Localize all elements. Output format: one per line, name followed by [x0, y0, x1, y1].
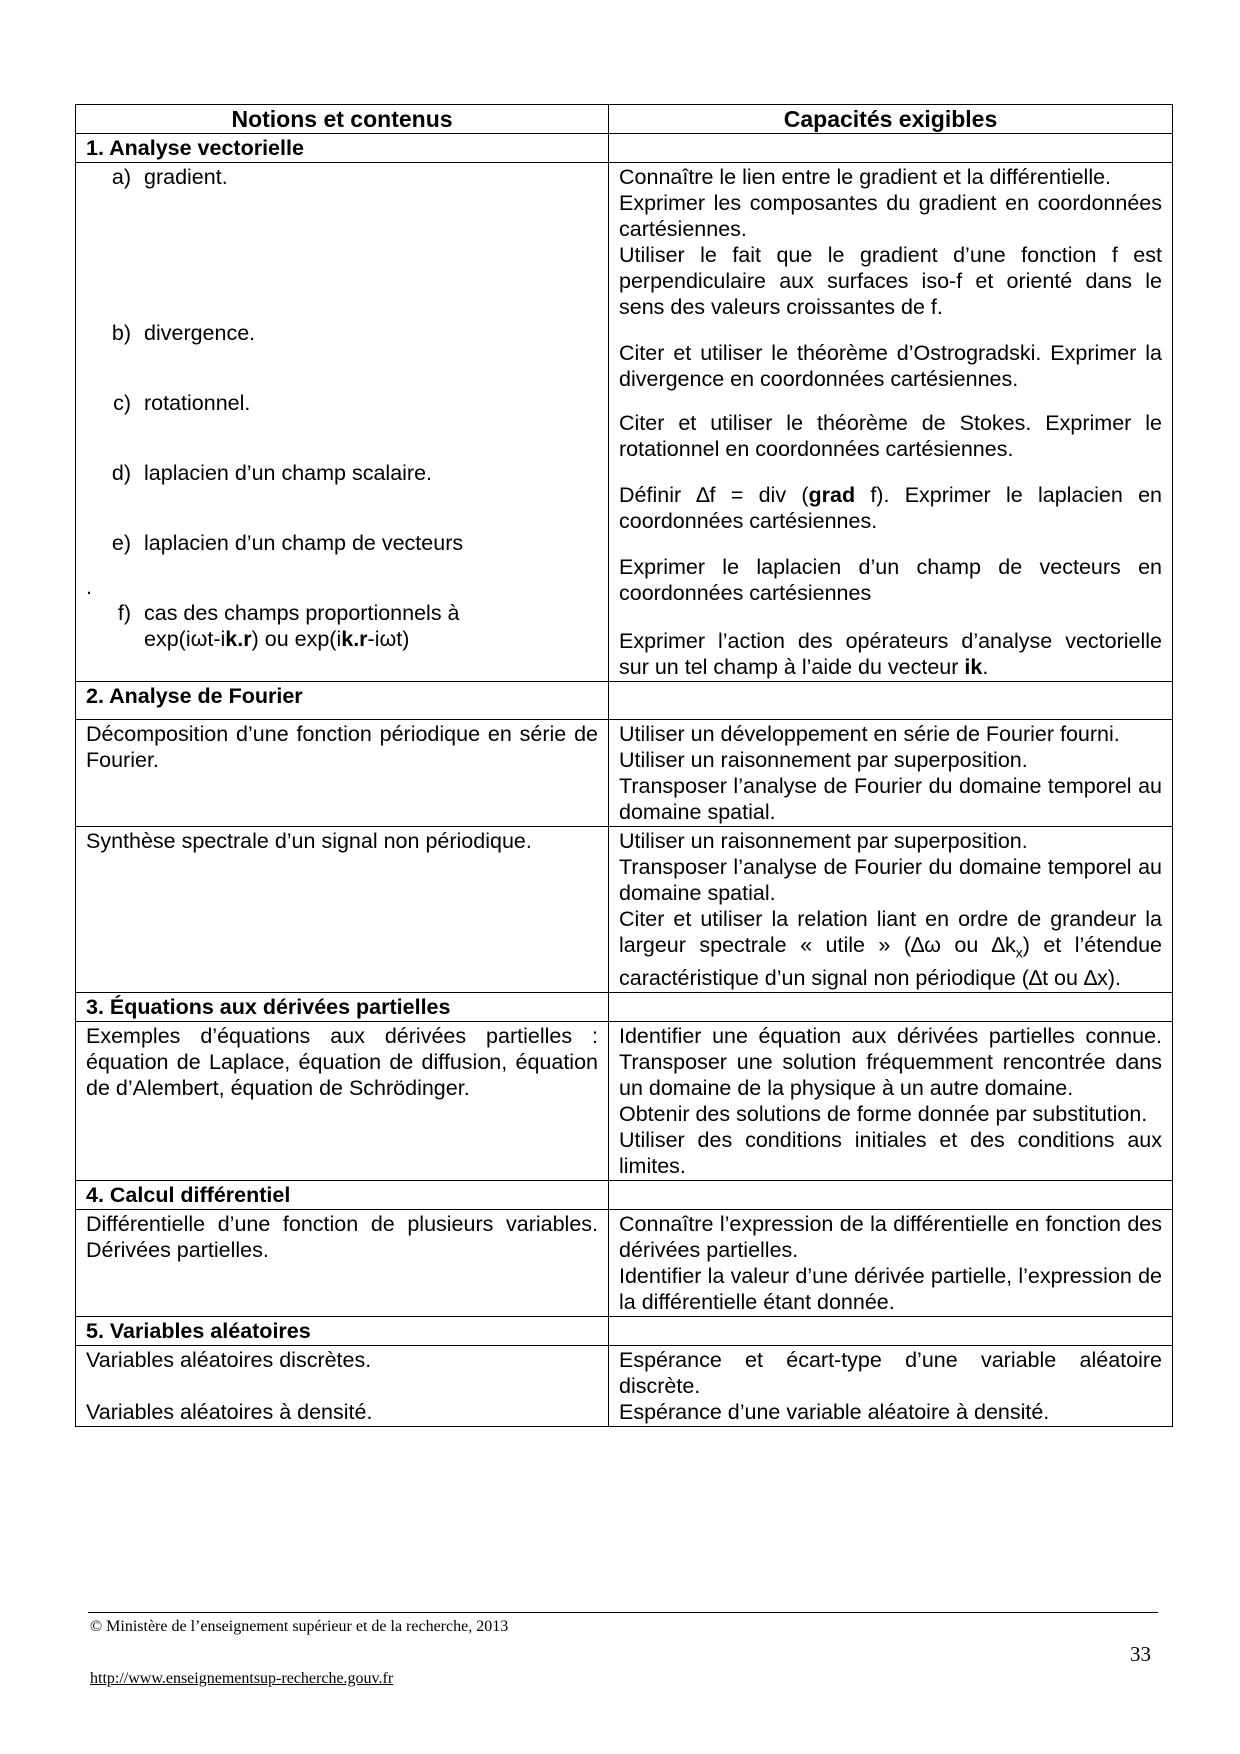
notions-cell — [76, 1346, 609, 1427]
header-notions: Notions et contenus — [76, 105, 609, 134]
list-item — [86, 164, 598, 190]
capacite-text: Citer et utiliser la relation liant en ordre de grandeur la largeur spectrale « utile » (∆ω ou $\Delta k_x$) et l’étendue caractéristique d’un signal non périodique (∆t ou ∆x). — [619, 907, 1162, 991]
section-row — [76, 993, 1173, 1022]
capacite-text: Espérance d’une variable aléatoire à densité. — [619, 1400, 1050, 1425]
section-row — [76, 1181, 1173, 1210]
list-item — [86, 530, 598, 556]
item-label: c) — [113, 391, 131, 415]
table-header-row — [76, 105, 1173, 134]
capacite-text: Transposer l’analyse de Fourier du domaine temporel au domaine spatial. — [619, 855, 1162, 905]
table-row — [76, 1346, 1173, 1427]
item-label: a) — [111, 165, 131, 189]
capacite-text: Citer et utiliser le théorème de Stokes. Exprimer le rotationnel en coordonnées cartésiennes. — [619, 411, 1162, 461]
section-row — [76, 134, 1173, 163]
notions-cell: Différentielle d’une fonction de plusieurs variables. Dérivées partielles. — [76, 1210, 609, 1317]
capacite-text: Utiliser un raisonnement par superposition. — [619, 829, 1028, 853]
section-title-equations: 3. Équations aux dérivées partielles — [76, 993, 609, 1022]
section-row — [76, 1317, 1173, 1346]
capacites-cell — [609, 1022, 1173, 1181]
table-row — [76, 1022, 1173, 1181]
header-capacites: Capacités exigibles — [609, 105, 1173, 134]
item-notion: laplacien d’un champ de vecteurs — [144, 531, 464, 555]
capacite-text: Identifier une équation aux dérivées partielles connue. Transposer une solution fréquemment rencontrée dans un domaine de la physique à un autre domaine. — [619, 1024, 1162, 1101]
empty-cell — [609, 134, 1173, 163]
empty-cell — [609, 1181, 1173, 1210]
table-row — [76, 720, 1173, 827]
empty-cell — [609, 1317, 1173, 1346]
table-row — [76, 163, 1173, 682]
capacite-text: Utiliser des conditions initiales et des conditions aux limites. — [619, 1128, 1162, 1179]
capacite-text: Exprimer l’action des opérateurs d’analyse vectorielle sur un tel champ à l’aide du vecteur ik. — [619, 629, 1162, 679]
item-notion: gradient. — [144, 165, 228, 189]
footer-copyright: © Ministère de l’enseignement supérieur et de la recherche, 2013 — [90, 1618, 509, 1635]
notion-text: Variables aléatoires à densité. — [86, 1400, 373, 1425]
list-item — [86, 320, 598, 346]
capacite-text: Exprimer le laplacien d’un champ de vecteurs en coordonnées cartésiennes — [619, 555, 1162, 605]
item-label: f) — [117, 601, 131, 625]
capacite-text: Utiliser un raisonnement par superposition. — [619, 748, 1028, 772]
capacite-text: Utiliser le fait que le gradient d’une fonction f est perpendiculaire aux surfaces iso-f et orienté dans le sens des valeurs croissantes de f. — [619, 243, 1162, 319]
capacite-text: Connaître l’expression de la différentielle en fonction des dérivées partielles. — [619, 1212, 1162, 1263]
item-notion: rotationnel. — [144, 391, 251, 415]
list-item — [86, 390, 598, 416]
notion-text: Variables aléatoires discrètes. — [86, 1348, 372, 1373]
empty-cell — [609, 993, 1173, 1022]
empty-cell — [609, 682, 1173, 720]
item-label: b) — [111, 321, 131, 345]
item-label: d) — [111, 461, 131, 485]
capacites-cell — [609, 1210, 1173, 1317]
item-notion: laplacien d’un champ scalaire. — [144, 461, 433, 485]
program-table — [75, 104, 1173, 1427]
capacite-text: Transposer l’analyse de Fourier du domaine temporel au domaine spatial. — [619, 774, 1162, 824]
capacites-cell — [609, 720, 1173, 827]
item-notion: cas des champs proportionnels à exp(iωt-ik.r) ou exp(ik.r-iωt) — [144, 601, 460, 651]
notions-cell: Exemples d’équations aux dérivées partielles : équation de Laplace, équation de diffusion, équation de d’Alembert, équation de Schrödinger. — [76, 1022, 609, 1181]
section-title-analyse-fourier: 2. Analyse de Fourier — [76, 682, 609, 720]
capacite-text: Identifier la valeur d’une dérivée partielle, l’expression de la différentielle étant donnée. — [619, 1264, 1162, 1315]
list-item — [86, 460, 598, 486]
section-title-variables-aleatoires: 5. Variables aléatoires — [76, 1317, 609, 1346]
capacites-cell — [609, 1346, 1173, 1427]
footer-url-link[interactable]: http://www.enseignementsup-recherche.gouv.fr — [90, 1670, 394, 1687]
page-number: 33 — [1130, 1642, 1151, 1666]
section-title-analyse-vectorielle: 1. Analyse vectorielle — [76, 134, 609, 163]
capacite-text: Citer et utiliser le théorème d’Ostrogradski. Exprimer la divergence en coordonnées cartésiennes. — [619, 341, 1162, 391]
capacite-text: Connaître le lien entre le gradient et la différentielle. — [619, 165, 1112, 189]
table-row — [76, 827, 1173, 993]
table-row — [76, 1210, 1173, 1317]
capacites-cell — [609, 827, 1173, 993]
capacite-text: Utiliser un développement en série de Fourier fourni. — [619, 722, 1120, 746]
capacite-text: Espérance et écart-type d’une variable aléatoire discrète. — [619, 1348, 1162, 1399]
capacites-cell — [609, 163, 1173, 682]
stray-dot: . — [86, 575, 92, 599]
capacite-text: Définir ∆f = div (grad f). Exprimer le laplacien en coordonnées cartésiennes. — [619, 483, 1162, 533]
notions-cell: Décomposition d’une fonction périodique en série de Fourier. — [76, 720, 609, 827]
item-label: e) — [111, 531, 131, 555]
notions-cell — [76, 163, 609, 682]
section-row — [76, 682, 1173, 720]
notions-cell: Synthèse spectrale d’un signal non périodique. — [76, 827, 609, 993]
capacite-text: Obtenir des solutions de forme donnée par substitution. — [619, 1102, 1148, 1127]
item-notion: divergence. — [144, 321, 256, 345]
capacite-text: Exprimer les composantes du gradient en coordonnées cartésiennes. — [619, 191, 1162, 241]
section-title-calcul-differentiel: 4. Calcul différentiel — [76, 1181, 609, 1210]
list-item — [86, 600, 598, 652]
footer-divider — [88, 1612, 1158, 1613]
